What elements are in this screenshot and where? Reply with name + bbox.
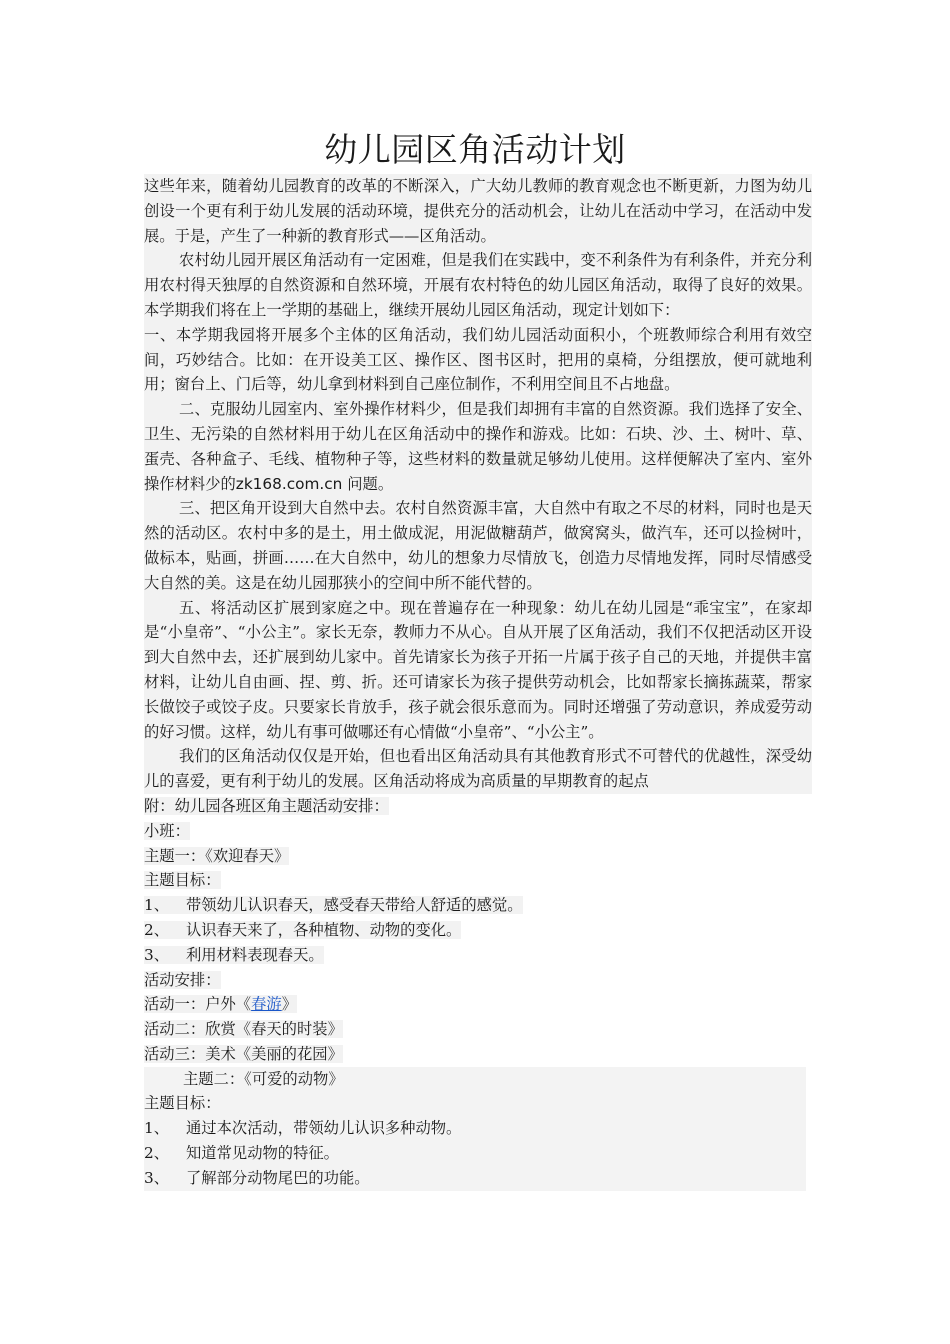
goal-number: 3、	[144, 945, 170, 964]
theme1-goal-label-text: 主题目标：	[144, 871, 221, 890]
small-class-label	[144, 819, 812, 844]
theme1-title-text: 主题一：《欢迎春天》	[144, 846, 290, 865]
paragraph-point-5: 五、将活动区扩展到家庭之中。现在普遍存在一种现象：幼儿在幼儿园是“乖宝宝”，在家却是“小皇帝”、“小公主”。家长无奈，教师力不从心。自从开展了区角活动，我们不仅把活动区开设到大自然中去，还扩展到幼儿家中。首先请家长为孩子开拓一片属于孩子自己的天地，并提供丰富材料，让幼儿自由画、捏、剪、折。还可请家长为孩子提供劳动机会，比如帮家长摘拣蔬菜，帮家长做饺子或饺子皮。只要家长肯放手，孩子就会很乐意而为。同时还增强了劳动意识，养成爱劳动的好习惯。这样，幼儿有事可做哪还有心情做“小皇帝”、“小公主”。	[144, 596, 812, 745]
theme1-arrange-label	[144, 968, 812, 993]
theme2-goal-2	[144, 1141, 806, 1166]
goal-text: 通过本次活动，带领幼儿认识多种动物。	[186, 1119, 462, 1138]
document-body	[144, 174, 812, 1191]
theme2-block	[144, 1067, 806, 1191]
activity-1-suffix: 》	[281, 995, 298, 1014]
paragraph-point-2-text: 二、克服幼儿园室内、室外操作材料少，但是我们却拥有丰富的自然资源。我们选择了安全、卫生、无污染的自然材料用于幼儿在区角活动中的操作和游戏。比如：石块、沙、土、树叶、草、蛋壳、各种盒子、毛线、植物种子等，这些材料的数量就足够幼儿使用。这样便解决了室内、室外操作材料少的	[144, 400, 812, 493]
theme1-goal-2	[144, 918, 812, 943]
theme1-title	[144, 844, 812, 869]
paragraph-point-2-tail: 问题。	[342, 474, 394, 493]
theme1-arrange-label-text: 活动安排：	[144, 970, 221, 989]
theme1-goal-label	[144, 868, 812, 893]
activity-2-text: 活动二：欣赏《春天的时装》	[144, 1020, 343, 1039]
paragraph-point-1: 一、本学期我园将开展多个主体的区角活动，我们幼儿园活动面积小，个班教师综合利用有效空间，巧妙结合。比如：在开设美工区、操作区、图书区时，把用的桌椅，分组摆放，便可就地利用；窗台上、门后等，幼儿拿到材料到自己座位制作，不利用空间且不占地盘。	[144, 323, 812, 397]
appendix-heading	[144, 794, 812, 819]
activity-1-prefix: 活动一：户外《	[144, 995, 252, 1014]
activity-3-text: 活动三：美术《美丽的花园》	[144, 1044, 343, 1063]
goal-number: 2、	[144, 920, 170, 939]
theme2-goal-1	[144, 1116, 806, 1141]
document-title: 幼儿园区角活动计划	[324, 130, 626, 169]
goal-text: 了解部分动物尾巴的功能。	[186, 1168, 370, 1187]
theme2-goal-3	[144, 1166, 806, 1191]
small-class-label-text: 小班：	[144, 821, 190, 840]
goal-number: 1、	[144, 896, 170, 915]
goal-text: 认识春天来了，各种植物、动物的变化。	[186, 920, 462, 939]
paragraph-intro: 这些年来，随着幼儿园教育的改革的不断深入，广大幼儿教师的教育观念也不断更新，力图为幼儿创设一个更有利于幼儿发展的活动环境，提供充分的活动机会，让幼儿在活动中学习，在活动中发展。于是，产生了一种新的教育形式——区角活动。	[144, 174, 812, 248]
paragraph-point-2	[144, 397, 812, 496]
goal-number: 1、	[144, 1119, 170, 1138]
theme1-goal-1	[144, 893, 812, 918]
appendix-heading-text: 附：幼儿园各班区角主题活动安排：	[144, 796, 389, 815]
theme2-title: 主题二：《可爱的动物》	[183, 1069, 344, 1088]
spring-outing-link[interactable]: 春游	[251, 995, 282, 1014]
theme1-goal-3	[144, 943, 812, 968]
goal-number: 3、	[144, 1168, 170, 1187]
goal-text: 利用材料表现春天。	[186, 945, 324, 964]
activity-3	[144, 1042, 812, 1067]
activity-2	[144, 1017, 812, 1042]
paragraph-conclusion: 我们的区角活动仅仅是开始，但也看出区角活动具有其他教育形式不可替代的优越性，深受幼儿的喜爱，更有利于幼儿的发展。区角活动将成为高质量的早期教育的起点	[144, 744, 812, 794]
theme2-goal-label: 主题目标：	[144, 1094, 221, 1113]
paragraph-point-3: 三、把区角开设到大自然中去。农村自然资源丰富，大自然中有取之不尽的材料，同时也是天然的活动区。农村中多的是土，用土做成泥，用泥做糖葫芦，做窝窝头，做汽车，还可以捡树叶，做标本，贴画，拼画……在大自然中，幼儿的想象力尽情放飞，创造力尽情地发挥，同时尽情感受大自然的美。这是在幼儿园那狭小的空间中所不能代替的。	[144, 496, 812, 595]
goal-number: 2、	[144, 1144, 170, 1163]
site-name: zk168.com.cn	[235, 474, 343, 493]
paragraph-rural: 农村幼儿园开展区角活动有一定困难，但是我们在实践中，变不利条件为有利条件，并充分利用农村得天独厚的自然资源和自然环境，开展有农村特色的幼儿园区角活动，取得了良好的效果。本学期我们将在上一学期的基础上，继续开展幼儿园区角活动，现定计划如下：	[144, 248, 812, 322]
activity-1	[144, 992, 812, 1017]
goal-text: 知道常见动物的特征。	[186, 1144, 339, 1163]
goal-text: 带领幼儿认识春天，感受春天带给人舒适的感觉。	[186, 896, 523, 915]
